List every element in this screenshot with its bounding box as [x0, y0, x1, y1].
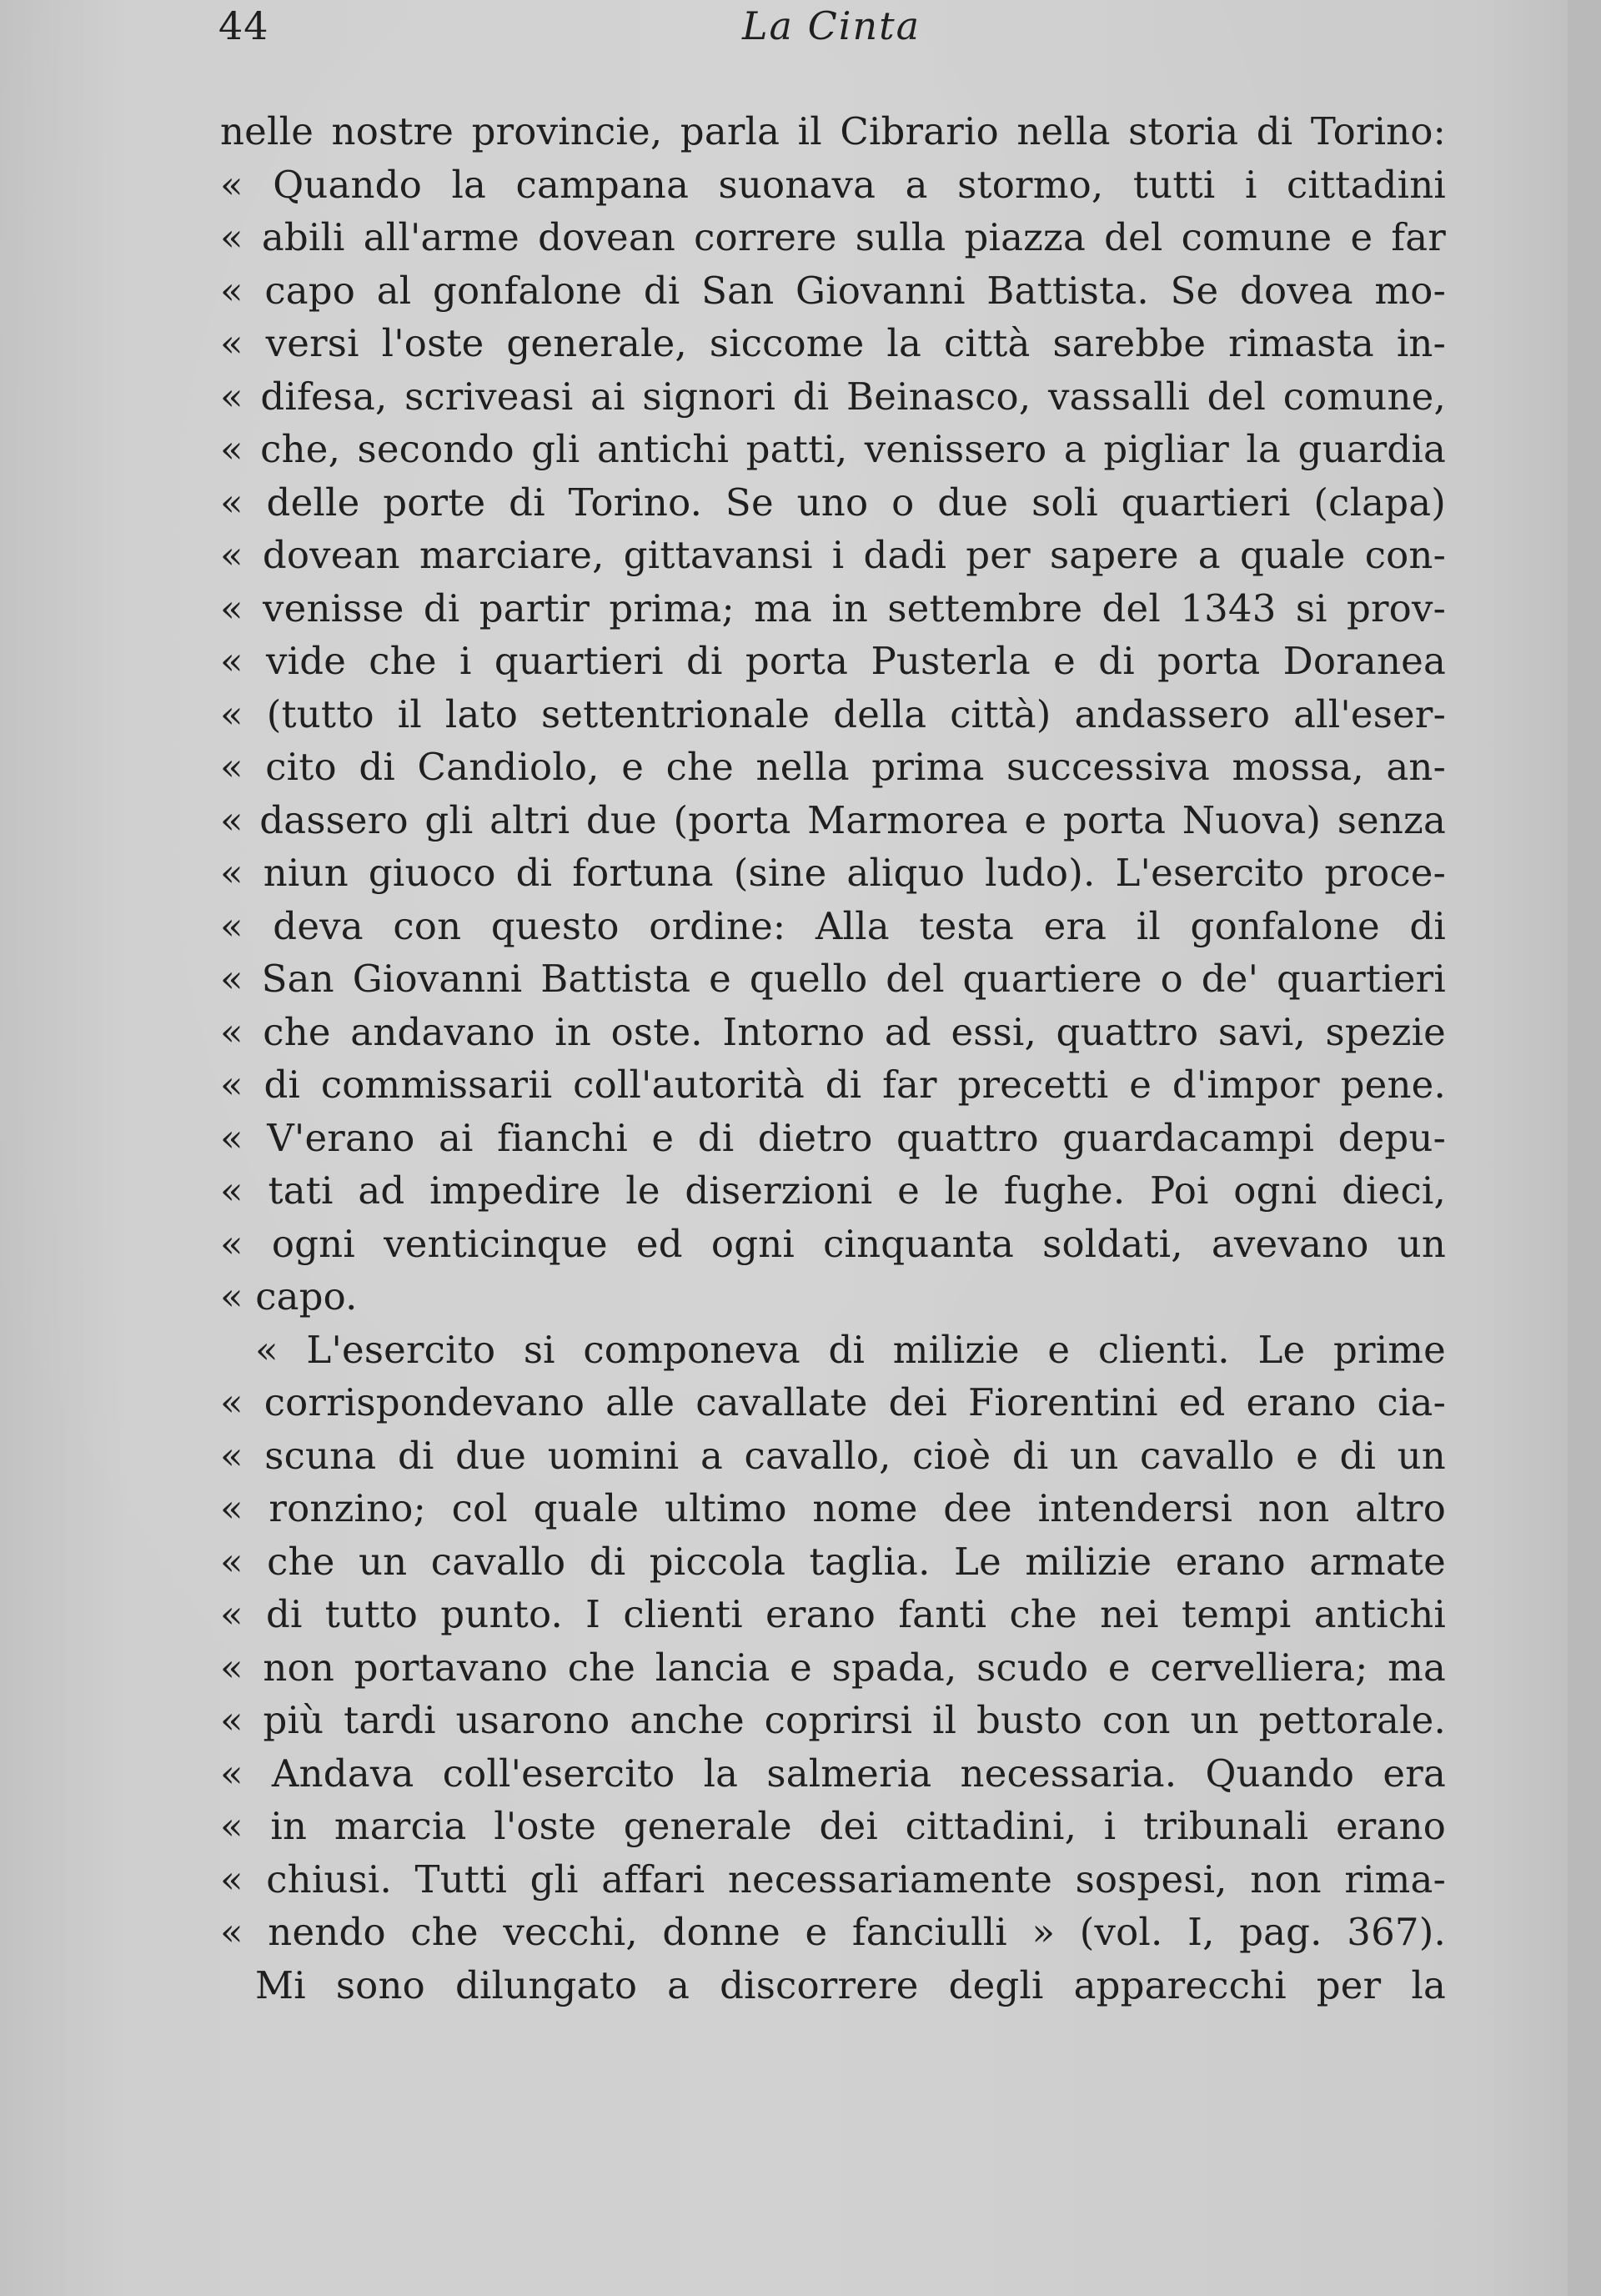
text-line: « V'erano ai fianchi e di dietro quattro guardacampi depu- — [220, 1115, 1446, 1160]
scan-edge-shadow — [1568, 0, 1601, 2296]
page-number: 44 — [218, 3, 269, 48]
text-line: « vide che i quartieri di porta Pusterla e di porta Doranea — [220, 639, 1446, 683]
text-line: nelle nostre provincie, parla il Cibrario nella storia di Torino: — [220, 109, 1446, 153]
text-line: « dovean marciare, gittavansi i dadi per sapere a quale con- — [220, 533, 1446, 577]
running-title: La Cinta — [742, 3, 921, 48]
text-line: « abili all'arme dovean correre sulla piazza del comune e far — [220, 215, 1446, 259]
text-line: « più tardi usarono anche coprirsi il busto con un pettorale. — [220, 1698, 1446, 1742]
text-line: « di tutto punto. I clienti erano fanti che nei tempi antichi — [220, 1592, 1446, 1636]
text-line: Mi sono dilungato a discorrere degli apparecchi per la — [255, 1962, 1446, 2007]
text-line: « Andava coll'esercito la salmeria necessaria. Quando era — [220, 1751, 1446, 1796]
text-line: « versi l'oste generale, siccome la città sarebbe rimasta in- — [220, 321, 1446, 365]
text-line: « delle porte di Torino. Se uno o due soli quartieri (clapa) — [220, 480, 1446, 525]
text-line: « niun giuoco di fortuna (sine aliquo ludo). L'esercito proce- — [220, 851, 1446, 895]
text-line: « che andavano in oste. Intorno ad essi, quattro savi, spezie — [220, 1009, 1446, 1054]
text-line: « capo. — [220, 1274, 358, 1319]
text-line: « deva con questo ordine: Alla testa era il gonfalone di — [220, 903, 1446, 948]
text-line: « capo al gonfalone di San Giovanni Battista. Se dovea mo- — [220, 268, 1446, 313]
text-line: « nendo che vecchi, donne e fanciulli » (vol. I, pag. 367). — [220, 1910, 1446, 1954]
text-line: « in marcia l'oste generale dei cittadini, i tribunali erano — [220, 1804, 1446, 1848]
text-line: « ogni venticinque ed ogni cinquanta soldati, avevano un — [220, 1221, 1446, 1266]
text-line: « che un cavallo di piccola taglia. Le milizie erano armate — [220, 1539, 1446, 1584]
text-line: « difesa, scriveasi ai signori di Beinasco, vassalli del comune, — [220, 374, 1446, 419]
text-line: « non portavano che lancia e spada, scudo e cervelliera; ma — [220, 1645, 1446, 1690]
body-text — [220, 105, 1446, 2012]
text-line: « cito di Candiolo, e che nella prima successiva mossa, an- — [220, 745, 1446, 789]
text-line: « (tutto il lato settentrionale della città) andassero all'eser- — [220, 691, 1446, 736]
text-line: « chiusi. Tutti gli affari necessariamente sospesi, non rima- — [220, 1856, 1446, 1902]
text-line: « Quando la campana suonava a stormo, tutti i cittadini — [220, 162, 1446, 207]
text-line: « scuna di due uomini a cavallo, cioè di un cavallo e di un — [220, 1433, 1446, 1478]
text-line: « che, secondo gli antichi patti, venissero a pigliar la guardia — [220, 427, 1446, 471]
text-line: « ronzino; col quale ultimo nome dee intendersi non altro — [220, 1486, 1446, 1530]
text-line: « tati ad impedire le diserzioni e le fughe. Poi ogni dieci, — [220, 1168, 1446, 1213]
text-line: « L'esercito si componeva di milizie e clienti. Le prime — [255, 1327, 1446, 1372]
text-line: « dassero gli altri due (porta Marmorea e porta Nuova) senza — [220, 797, 1446, 842]
text-line: « San Giovanni Battista e quello del quartiere o de' quartieri — [220, 957, 1446, 1001]
text-line: « venisse di partir prima; ma in settembre del 1343 si prov- — [220, 585, 1446, 631]
text-line: « corrispondevano alle cavallate dei Fiorentini ed erano cia- — [220, 1380, 1446, 1424]
text-line: « di commissarii coll'autorità di far precetti e d'impor pene. — [220, 1063, 1446, 1107]
